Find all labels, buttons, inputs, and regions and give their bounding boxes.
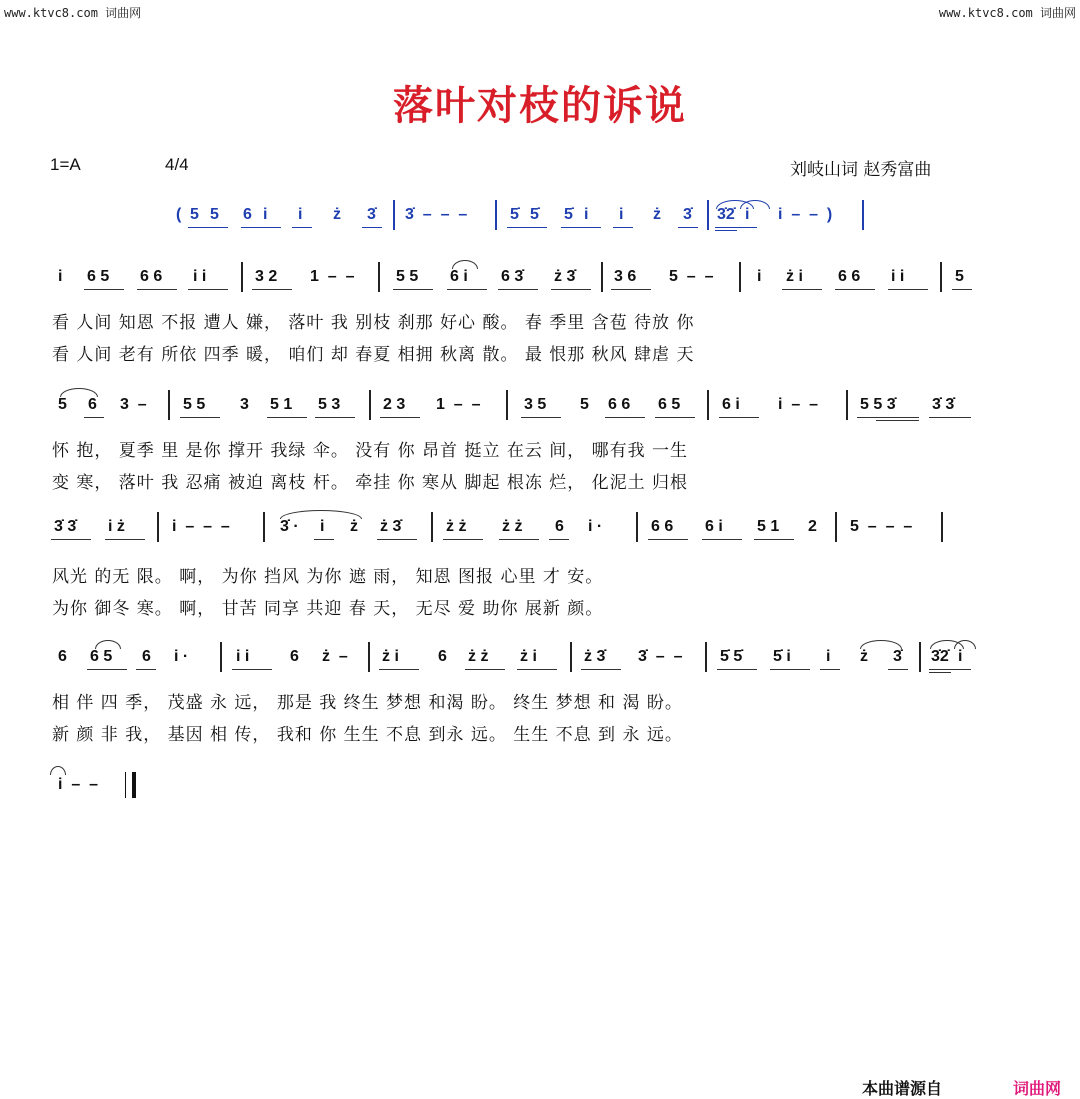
note: 5 (210, 206, 219, 223)
note: 3̇2̇ (717, 206, 735, 223)
note: 6 5 (87, 268, 110, 285)
note: 6 (438, 648, 447, 665)
note: 6 i (722, 396, 740, 413)
note: ż i (786, 268, 803, 285)
note: 6 3̇ (501, 268, 524, 285)
beam (51, 539, 91, 540)
note: 1 – – (436, 396, 481, 413)
barline (263, 512, 265, 542)
beam (929, 672, 951, 673)
note: i i (236, 648, 250, 665)
note: 5 – – (669, 268, 714, 285)
note: 5 (580, 396, 589, 413)
intro-notation (0, 200, 1080, 230)
barline (707, 390, 709, 420)
note: 6 (142, 648, 151, 665)
beam (929, 417, 971, 418)
note: 3̇ – – – (405, 206, 468, 223)
system-3-lyrics-verse-2: 为你 御冬 寒。 啊， 甘苦 同享 共迎 春 天， 无尽 爱 助你 展新 颜。 (52, 599, 604, 619)
beam (678, 227, 698, 228)
note: 3 (240, 396, 249, 413)
note: 3̇ (683, 206, 692, 223)
note: 3 5 (524, 396, 547, 413)
note: 6 (243, 206, 252, 223)
note: i (298, 206, 303, 223)
beam (715, 227, 757, 228)
beam (136, 669, 156, 670)
barline (378, 262, 380, 292)
note: ż (653, 206, 661, 223)
note: ż ż (446, 518, 467, 535)
song-title: 落叶对枝的诉说 (393, 83, 687, 129)
beam (499, 539, 539, 540)
note: 6 (555, 518, 564, 535)
beam (952, 289, 972, 290)
system-1-lyrics-verse-2: 看 人间 老有 所依 四季 暖， 咱们 却 春夏 相拥 秋离 散。 最 恨那 秋风 肆虐 天 (52, 345, 695, 365)
note: 5̇ 5̇ (720, 648, 743, 665)
note: ż (860, 648, 868, 665)
beam (611, 289, 651, 290)
note: i i (193, 268, 207, 285)
barline (739, 262, 741, 292)
beam (888, 669, 908, 670)
beam (267, 417, 307, 418)
beam (292, 227, 312, 228)
note: ż ż (502, 518, 523, 535)
beam (379, 669, 419, 670)
barline (636, 512, 638, 542)
beam (241, 227, 281, 228)
barline (168, 390, 170, 420)
footer-source-label: 本曲谱源自 (862, 1079, 943, 1098)
barline (705, 642, 707, 672)
barline (940, 262, 942, 292)
note: i – – ) (778, 206, 833, 223)
slur-tie-end (50, 766, 66, 775)
note: i (58, 268, 63, 285)
note: 5̇ i (773, 648, 791, 665)
note: 1 – – (310, 268, 355, 285)
beam (820, 669, 840, 670)
watermark-right: www.ktvc8.com 词曲网 (938, 6, 1076, 20)
beam (232, 669, 272, 670)
beam (715, 230, 737, 231)
open-paren: ( (176, 206, 182, 223)
barline (431, 512, 433, 542)
beam (782, 289, 822, 290)
system-5-notation (0, 770, 1080, 800)
beam (188, 227, 228, 228)
system-4-lyrics-verse-2: 新 颜 非 我， 基因 相 传， 我和 你 生生 不息 到永 远。 生生 不息 到 永 远。 (52, 725, 683, 745)
note: i (826, 648, 831, 665)
note: 6 (58, 648, 67, 665)
beam (498, 289, 538, 290)
barline (506, 390, 508, 420)
note: 6 i (705, 518, 723, 535)
system-4-lyrics-verse-1: 相 伴 四 季， 茂盛 永 远， 那是 我 终生 梦想 和渴 盼。 终生 梦想 和 渴 盼。 (52, 693, 683, 713)
note: 5̇ (564, 206, 573, 223)
note: ż (350, 518, 358, 535)
note: i (745, 206, 750, 223)
note: 3̇ – – (638, 648, 683, 665)
barline (919, 642, 921, 672)
note: 3 6 (614, 268, 637, 285)
beam (377, 539, 417, 540)
barline (241, 262, 243, 292)
final-barline-icon (125, 772, 136, 798)
beam (581, 669, 621, 670)
note: i (619, 206, 624, 223)
barline (835, 512, 837, 542)
system-4-notation (0, 642, 1080, 672)
beam (465, 669, 505, 670)
note: 6 6 (838, 268, 861, 285)
beam (549, 539, 569, 540)
note: 6 5 (90, 648, 113, 665)
beam (888, 289, 928, 290)
beam (84, 417, 104, 418)
note: 6 i (450, 268, 468, 285)
note: 5 (58, 396, 67, 413)
note: 3̇ 3̇ (932, 396, 955, 413)
note: 5̇ (530, 206, 539, 223)
note: i (584, 206, 589, 223)
beam (770, 669, 810, 670)
note: 5 (955, 268, 964, 285)
note: ż 3̇ (554, 268, 576, 285)
barline (862, 200, 864, 230)
beam (447, 289, 487, 290)
key-signature: 1=A (50, 155, 81, 174)
note: i · (588, 518, 603, 535)
footer-brand-link[interactable]: 词曲网 (1013, 1079, 1062, 1098)
system-2-lyrics-verse-1: 怀 抱， 夏季 里 是你 撑开 我绿 伞。 没有 你 昂首 挺立 在云 间， 哪有我 一生 (52, 441, 689, 461)
beam (717, 669, 757, 670)
note: 5 – – – (850, 518, 913, 535)
system-2-notation (0, 390, 1080, 420)
beam (362, 227, 382, 228)
note: ż ż (468, 648, 489, 665)
barline (707, 200, 709, 230)
note: 5 1 (757, 518, 780, 535)
note: ż 3̇ (380, 518, 402, 535)
note: 5 (190, 206, 199, 223)
beam (393, 289, 433, 290)
beam (876, 420, 919, 421)
barline (393, 200, 395, 230)
note: i (757, 268, 762, 285)
beam (648, 539, 688, 540)
watermark-left: www.ktvc8.com 词曲网 (4, 6, 142, 20)
note: 5 5 3̇ (860, 396, 896, 413)
note: i · (174, 648, 189, 665)
system-3-notation (0, 512, 1080, 542)
credits: 刘岐山词 赵秀富曲 (790, 160, 932, 180)
note: ż 3̇ (584, 648, 606, 665)
beam (137, 289, 177, 290)
note: 3̇ 3̇ (54, 518, 77, 535)
beam (380, 417, 420, 418)
beam (835, 289, 875, 290)
beam (517, 669, 557, 670)
note: 5 3 (318, 396, 341, 413)
note: 6 6 (651, 518, 674, 535)
note: 2 (808, 518, 817, 535)
beam (613, 227, 633, 228)
barline (846, 390, 848, 420)
barline (941, 512, 943, 542)
note: 3 2 (255, 268, 278, 285)
beam (443, 539, 483, 540)
beam (702, 539, 742, 540)
beam (507, 227, 547, 228)
note: 6 5 (658, 396, 681, 413)
time-signature: 4/4 (165, 155, 189, 174)
note: 6 (290, 648, 299, 665)
system-1-lyrics-verse-1: 看 人间 知恩 不报 遭人 嫌， 落叶 我 别枝 刹那 好心 酸。 春 季里 含苞 待放 你 (52, 313, 695, 333)
beam (551, 289, 591, 290)
note: 3̇ (367, 206, 376, 223)
note: 6 6 (140, 268, 163, 285)
beam (605, 417, 645, 418)
note: 3̇ · (280, 518, 299, 535)
note: ż i (382, 648, 399, 665)
beam (561, 227, 601, 228)
beam (521, 417, 561, 418)
note: i (958, 648, 963, 665)
note: 3̇2̇ (931, 648, 949, 665)
barline (570, 642, 572, 672)
note: i (263, 206, 268, 223)
note: i – – (778, 396, 819, 413)
note: 2 3 (383, 396, 406, 413)
note: 5 1 (270, 396, 293, 413)
note: i ż (108, 518, 125, 535)
system-3-lyrics-verse-1: 风光 的无 限。 啊， 为你 挡风 为你 遮 雨， 知恩 图报 心里 才 安。 (52, 567, 604, 587)
beam (105, 539, 145, 540)
beam (719, 417, 759, 418)
barline (157, 512, 159, 542)
beam (84, 289, 124, 290)
barline (601, 262, 603, 292)
barline (368, 642, 370, 672)
note: i – – – (172, 518, 230, 535)
system-1-notation (0, 262, 1080, 292)
beam (314, 539, 334, 540)
note: i – – (58, 776, 99, 793)
beam (252, 289, 292, 290)
note: ż (333, 206, 341, 223)
note: 5 5 (183, 396, 206, 413)
note: 3 – (120, 396, 147, 413)
note: ż i (520, 648, 537, 665)
note: i i (891, 268, 905, 285)
note: 5̇ (510, 206, 519, 223)
beam (655, 417, 695, 418)
note: 5 5 (396, 268, 419, 285)
note: ż – (322, 648, 348, 665)
note: i (320, 518, 325, 535)
beam (754, 539, 794, 540)
beam (857, 417, 919, 418)
barline (220, 642, 222, 672)
note: 3̇ (893, 648, 902, 665)
note: 6 6 (608, 396, 631, 413)
beam (180, 417, 220, 418)
beam (929, 669, 971, 670)
beam (315, 417, 355, 418)
note: 6 (88, 396, 97, 413)
barline (369, 390, 371, 420)
system-2-lyrics-verse-2: 变 寒， 落叶 我 忍痛 被迫 离枝 杆。 牵挂 你 寒从 脚起 根冻 烂， 化泥土 归根 (52, 473, 689, 493)
barline (495, 200, 497, 230)
beam (188, 289, 228, 290)
beam (87, 669, 127, 670)
